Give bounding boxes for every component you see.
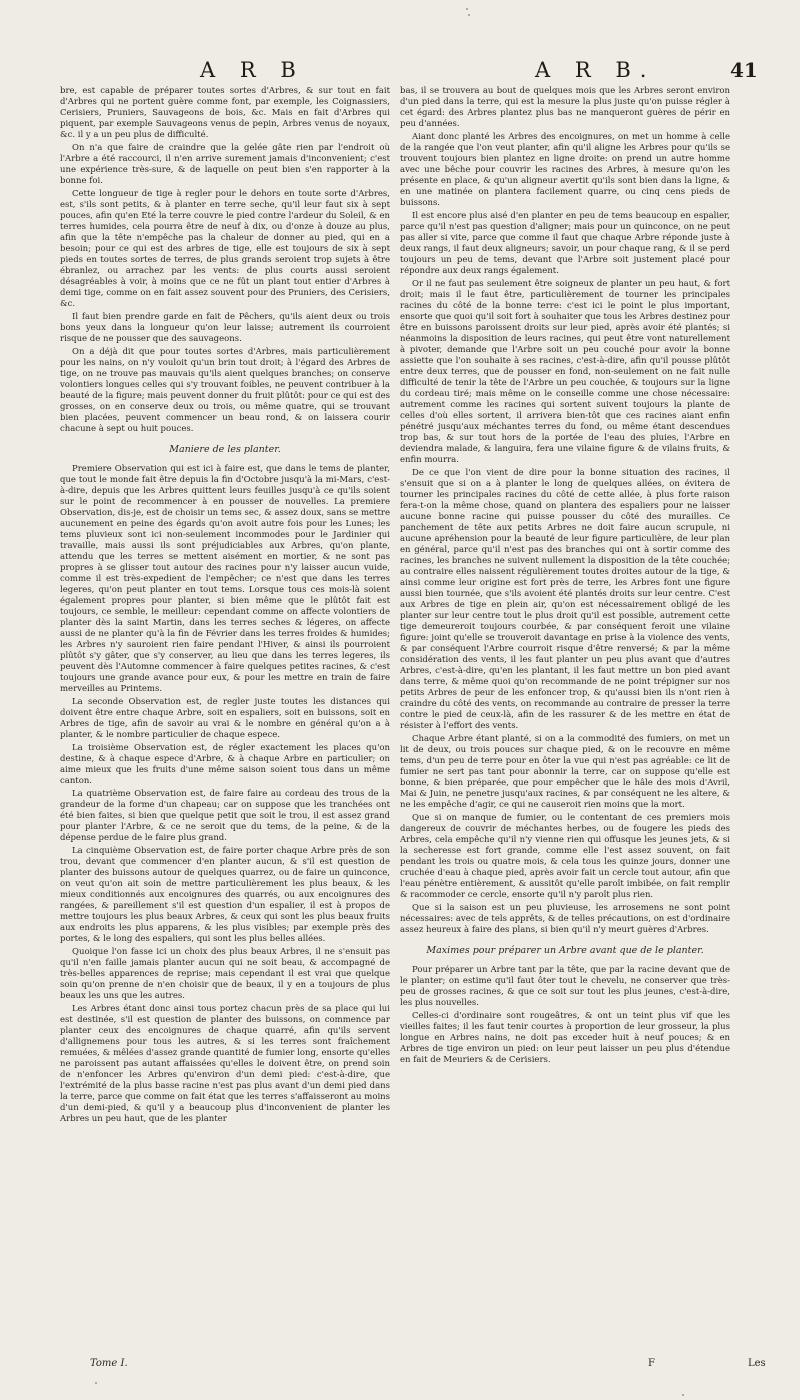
paragraph: Il faut bien prendre garde en fait de Pêchers, qu'ils aient deux ou trois bons yeux dans la longueur qu'on leur laisse; autrement ils courroient risque de ne pousser que des sauvageons. [60,312,390,344]
paragraph: De ce que l'on vient de dire pour la bonne situation des racines, il s'ensuit que si on a à planter le long de quelques allées, on évitera de tourner les principales racines du côté de cette allée, à plus forte raison fera-t-on la même chose, quand on plantera des espaliers pour ne laisser aucune bonne racine qui puisse pousser du côté des murailles. Ce panchement de tête aux petits Arbres ne doit faire aucun scrupule, ni aucune apréhension pour la beauté de leur figure particulière, de leur plan en général, parce qu'il n'est pas des branches qui ont à sortir comme des racines, les branches ne suivent nullement la disposition de la tête couchée; au contraire elles naissent régulièrement toutes droites autour de la tige, & ainsi comme leur origine est fort près de terre, les Arbres font une figure aussi bien tournée, que s'ils avoient été plantés droits sur leur centre. C'est aux Arbres de tige en plein air, qu'on est nécessairement obligé de les planter sur leur centre tout le plus droit qu'il est possible, autrement cette tige demeureroit toujours courbée, & par conséquent feroit une vilaine figure: joint qu'elle se trouveroit davantage en prise à la violence des vents, & par conséquent l'Arbre courroit risque d'être renversé; & par la même considération des vents, il les faut planter un peu plus avant que d'autres Arbres, c'est-à-dire, qu'en les plantant, il les faut mettre un bon pied avant dans terre, & même quoi qu'on recommande de ne point trépigner sur nos petits Arbres de peur de les enfoncer trop, & qu'aussi bien ils n'ont rien à craindre du côté des vents, on recommande au contraire de presser la terre contre le pied de ceux-là, afin de les rassurer & de les mettre en état de résister à l'effort des vents. [400,468,730,731]
left-column [60,86,390,1127]
paragraph: La troisième Observation est, de régler exactement les places qu'on destine, & à chaque espece d'Arbre, & à chaque Arbre en particulier; on aime mieux que les fruits d'une même saison soient tous dans un même canton. [60,743,390,786]
paragraph: Les Arbres étant donc ainsi tous portez chacun près de sa place qui lui est destinée, s'il est question de planter des buissons, on commence par planter ceux des encoignures de chaque quarré, afin qu'ils servent d'allignemens pour tous les autres, & si les terres sont fraîchement remuées, & mêlées d'assez grande quantité de fumier long, ensorte qu'elles ne paroissent pas autant affaissées qu'elles le doivent être, on prend soin de n'enfoncer les Arbres qu'environ d'un demi pied: c'est-à-dire, que l'extrémité de la plus basse racine n'est pas plus avant d'un demi pied dans la terre, parce que comme on fait état que les terres s'affaisseront au moins d'un demi-pied, & qu'il y a beaucoup plus d'inconvenient de planter les Arbres un peu haut, que de les planter [60,1004,390,1124]
paragraph: Or il ne faut pas seulement être soigneux de planter un peu haut, & fort droit; mais il le faut être, particulièrement de tourner les principales racines du côté de la bonne terre: c'est ici le point le plus important, ensorte que quoi qu'il soit fort à souhaiter que tous les Arbres destinez pour être en buissons paroissent droits sur leur pied, après avoir été plantés; si néanmoins la disposition de leurs racines, qui peut être vont naturellement à pivoter, demande que l'Arbre soit un peu couché pour avoir la bonne assiette que l'on souhaite à ses racines, c'est-à-dire, afin qu'il pousse plûtôt entre deux terres, que de pousser en fond, non-seulement on ne fait nulle difficulté de tenir la tête de l'Arbre un peu couchée, & toujours sur la ligne du cordeau tiré; mais même on le conseille comme une chose nécessaire: autrement comme les racines qui sortent suivent toujours la plante de celles d'où elles sortent, il arrivera bien-tôt que ces racines aiant enfin pénétré jusqu'aux méchantes terres du fond, ou même étant descendues trop bas, & sur tout hors de la portée de l'eau des pluies, l'Arbre en deviendra malade, & languira, fera une vilaine figure & de vilains fruits, & enfin mourra. [400,279,730,465]
running-head-left: A R B [200,58,305,82]
paragraph: On n'a que faire de craindre que la gelée gâte rien par l'endroit où l'Arbre a été raccourci, il n'en arrive surement jamais d'inconvenient; c'est une expérience très-sure, & de laquelle on peut bien s'en rapporter à la bonne foi. [60,143,390,186]
paragraph: La quatrième Observation est, de faire faire au cordeau des trous de la grandeur de la forme d'un chapeau; car on suppose que les tranchées ont été bien faites, si bien que quelque petit que soit le trou, il est assez grand pour planter l'Arbre, & ce ne seroit que du tems, de la peine, & de la dépense perdue de le faire plus grand. [60,789,390,843]
section-heading: Maniere de les planter. [169,444,281,455]
right-column [400,86,730,1068]
paragraph: Aiant donc planté les Arbres des encoignures, on met un homme à celle de la rangée que l'on veut planter, afin qu'il aligne les Arbres pour qu'ils se trouvent toujours bien plantez en ligne droite: on prend un autre homme avec une bêche pour couvrir les racines des Arbres, à mesure qu'on les présente en place, & qu'un aligneur avertit qu'ils sont bien dans la ligne, & en une matinée on plantera facilement quarre, ou cinq cens pieds de buissons. [400,132,730,208]
paragraph: Que si la saison est un peu pluvieuse, les arrosemens ne sont point nécessaires: avec de tels apprêts, & de telles précautions, on est d'ordinaire assez heureux à faire des plans, si bien qu'il n'y meurt guères d'Arbres. [400,903,730,935]
paragraph: Quoique l'on fasse ici un choix des plus beaux Arbres, il ne s'ensuit pas qu'il n'en faille jamais planter aucun qui ne soit beau, & accompagné de très-belles apparences de reprise; mais cependant il est vrai que quelque soin qu'on prenne de n'en choisir que de beaux, il y en a toujours de plus beaux les uns que les autres. [60,947,390,1001]
paragraph: Cette longueur de tige à regler pour le dehors en toute sorte d'Arbres, est, s'ils sont petits, & à planter en terre seche, qu'il leur faut six à sept pouces, afin qu'en Eté la terre couvre le pied contre l'ardeur du Soleil, & en terres humides, cela pourra être de neuf à dix, ou d'onze à douze au plus, afin que la tête n'empêche pas la chaleur de donner au pied, qui en a besoin; pour ce qui est des arbres de tige, elle est toujours de six à sept pieds en toutes sortes de terres, de plus grands seroient trop sujets à être ébranlez, ou arrachez par les vents: de plus courts aussi seroient désagréables à voir, à moins que ce ne fût un plant tout entier d'Arbres à demi tige, comme on en fait assez souvent pour des Pruniers, des Cerisiers, &c. [60,189,390,309]
paragraph: La seconde Observation est, de regler juste toutes les distances qui doivent être entre chaque Arbre, soit en espaliers, soit en buissons, soit en Arbres de tige, afin de savoir au vrai & le nombre en général qu'on a à planter, & le nombre particulier de chaque espece. [60,697,390,740]
volume-mark: Tome I. [90,1358,128,1369]
paragraph: bre, est capable de préparer toutes sortes d'Arbres, & sur tout en fait d'Arbres qui ne portent guère comme font, par exemple, les Coignassiers, Cerisiers, Pruniers, Sauvageons de bois, &c. Mais en fait d'Arbres qui piquent, par exemple Sauvageons venus de pepin, Arbres venus de noyaux, &c. il y a un peu plus de difficulté. [60,86,390,140]
section-heading: Maximes pour préparer un Arbre avant que de le planter. [426,945,704,956]
paragraph: Que si on manque de fumier, ou le contentant de ces premiers mois dangereux de couvrir de méchantes herbes, ou de fougere les pieds des Arbres, cela empêche qu'il n'y vienne rien qui offusque les jeunes jets, & si la secheresse est fort grande, comme elle l'est assez souvent, on fait pendant les trois ou quatre mois, & cela tous les quinze jours, donner une cruchée d'eau à chaque pied, après avoir fait un cercle tout autour, afin que l'eau pénètre entièrement, & aussitôt qu'elle paroît imbibée, on fait remplir & racommoder ce cercle, ensorte qu'il n'y paroît plus rien. [400,813,730,900]
paragraph: Premiere Observation qui est ici à faire est, que dans le tems de planter, que tout le monde fait être depuis la fin d'Octobre jusqu'à la mi-Mars, c'est-à-dire, depuis que les Arbres quittent leurs feuilles jusqu'à ce qu'ils soient sur le point de recommencer à en pousser de nouvelles. La premiere Observation, dis-je, est de choisir un tems sec, & assez doux, sans se mettre aucunement en peine des égards qu'on avoit autre fois pour les Lunes; les tems pluvieux sont ici non-seulement incommodes pour le Jardinier qui travaille, mais aussi ils sont préjudiciables aux Arbres, qu'on plante, attendu que les terres se mettent aisément en mortier, & ne sont pas propres à se glisser tout autour des racines pour n'y laisser aucun vuide, comme il est très-expedient de l'empêcher; ce n'est que dans les terres legeres, qu'on peut planter en tout tems. Lorsque tous ces mois-là soient également propres pour planter, si bien même que le plûtôt fait est toujours, ce semble, le meilleur: cependant comme on affecte volontiers de planter dès la saint Martin, dans les terres seches & légeres, on affecte aussi de ne planter qu'à la fin de Février dans les terres froides & humides; les Arbres n'y sauroient rien faire pendant l'Hiver, & ainsi ils pourroient plûtôt s'y gâter, que s'y conserver, au lieu que dans les terres legeres, ils peuvent dès l'Automne commencer à faire quelques petites racines, & c'est toujours une grande avance pour eux, & pour les mettre en train de faire merveilles au Printems. [60,464,390,694]
paragraph: Il est encore plus aisé d'en planter en peu de tems beaucoup en espalier, parce qu'il n'est pas question d'aligner; mais pour un quinconce, on ne peut pas aller si vite, parce que comme il faut que chaque Arbre réponde juste à deux rangs, il faut deux aligneurs; savoir, un pour chaque rang, & il se perd toujours un peu de tems, devant que l'Arbre soit justement placé pour répondre aux deux rangs également. [400,211,730,276]
paragraph: On a déjà dit que pour toutes sortes d'Arbres, mais particulièrement pour les nains, on n'y vouloit qu'un brin tout droit; à l'égard des Arbres de tige, on ne trouve pas mauvais qu'ils aient quelques branches; on conserve volontiers longues celles qui s'y trouvant foibles, ne peuvent contribuer à la beauté de la figure; mais peuvent donner du fruit plûtôt: pour ce qui est des grosses, on en conserve deux ou trois, ou même quatre, qui se trouvant bien placées, peuvent commencer un beau rond, & on laissera courir chacune à sept ou huit pouces. [60,347,390,434]
catchword: Les [748,1358,766,1369]
running-head-right: A R B. [535,58,656,82]
signature-mark: F [648,1358,655,1369]
paper-speck [468,14,470,16]
paragraph: Celles-ci d'ordinaire sont rougeâtres, & ont un teint plus vif que les vieilles faites; il les faut tenir courtes à proportion de leur grosseur, la plus longue en Arbres nains, ne doit pas exceder huit à neuf pouces; & en Arbres de tige environ un pied: on leur peut laisser un peu plus d'étendue en fait de Meuriers & de Cerisiers. [400,1011,730,1065]
paragraph: Chaque Arbre étant planté, si on a la commodité des fumiers, on met un lit de deux, ou trois pouces sur chaque pied, & on le recouvre en même tems, d'un peu de terre pour en ôter la vue qui n'est pas agréable: ce lit de fumier ne sert pas tant pour abonnir la terre, car on suppose qu'elle est bonne, & bien préparée, que pour empêcher que le hâle des mois d'Avril, Mai & Juin, ne penetre jusqu'aux racines, & par conséquent ne les altere, & ne les empêche d'agir, ce qui ne causeroit rien moins que la mort. [400,734,730,810]
paragraph: La cinquième Observation est, de faire porter chaque Arbre près de son trou, devant que commencer d'en planter aucun, & s'il est question de planter des buissons autour de quelques quarrez, ou de faire un quinconce, on veut qu'on ait soin de mettre particulièrement les plus beaux, & les mieux conditionnés aux encoignures des quarrés, ou aux encoignures des rangées, & pareillement s'il est question d'un espalier, il est à propos de mettre toujours les plus beaux Arbres, & ceux qui sont les plus beaux fruits aux endroits les plus apparens, & les plus visibles; par exemple près des portes, & le long des espaliers, qui sont les plus belles allées. [60,846,390,944]
page-number: 41 [730,58,758,82]
paper-speck [682,1394,684,1396]
paragraph: Pour préparer un Arbre tant par la tête, que par la racine devant que de le planter; on estime qu'il faut ôter tout le chevelu, ne conserver que très-peu de grosses racines, & que ce soit sur tout les plus jeunes, c'est-à-dire, les plus nouvelles. [400,965,730,1008]
paper-speck [95,1382,97,1384]
paragraph: bas, il se trouvera au bout de quelques mois que les Arbres seront environ d'un pied dans la terre, qui est la mesure la plus juste qu'on puisse régler à cet égard: des Arbres plantez plus bas ne manqueront guères de périr en peu d'années. [400,86,730,129]
paper-speck [466,8,468,10]
